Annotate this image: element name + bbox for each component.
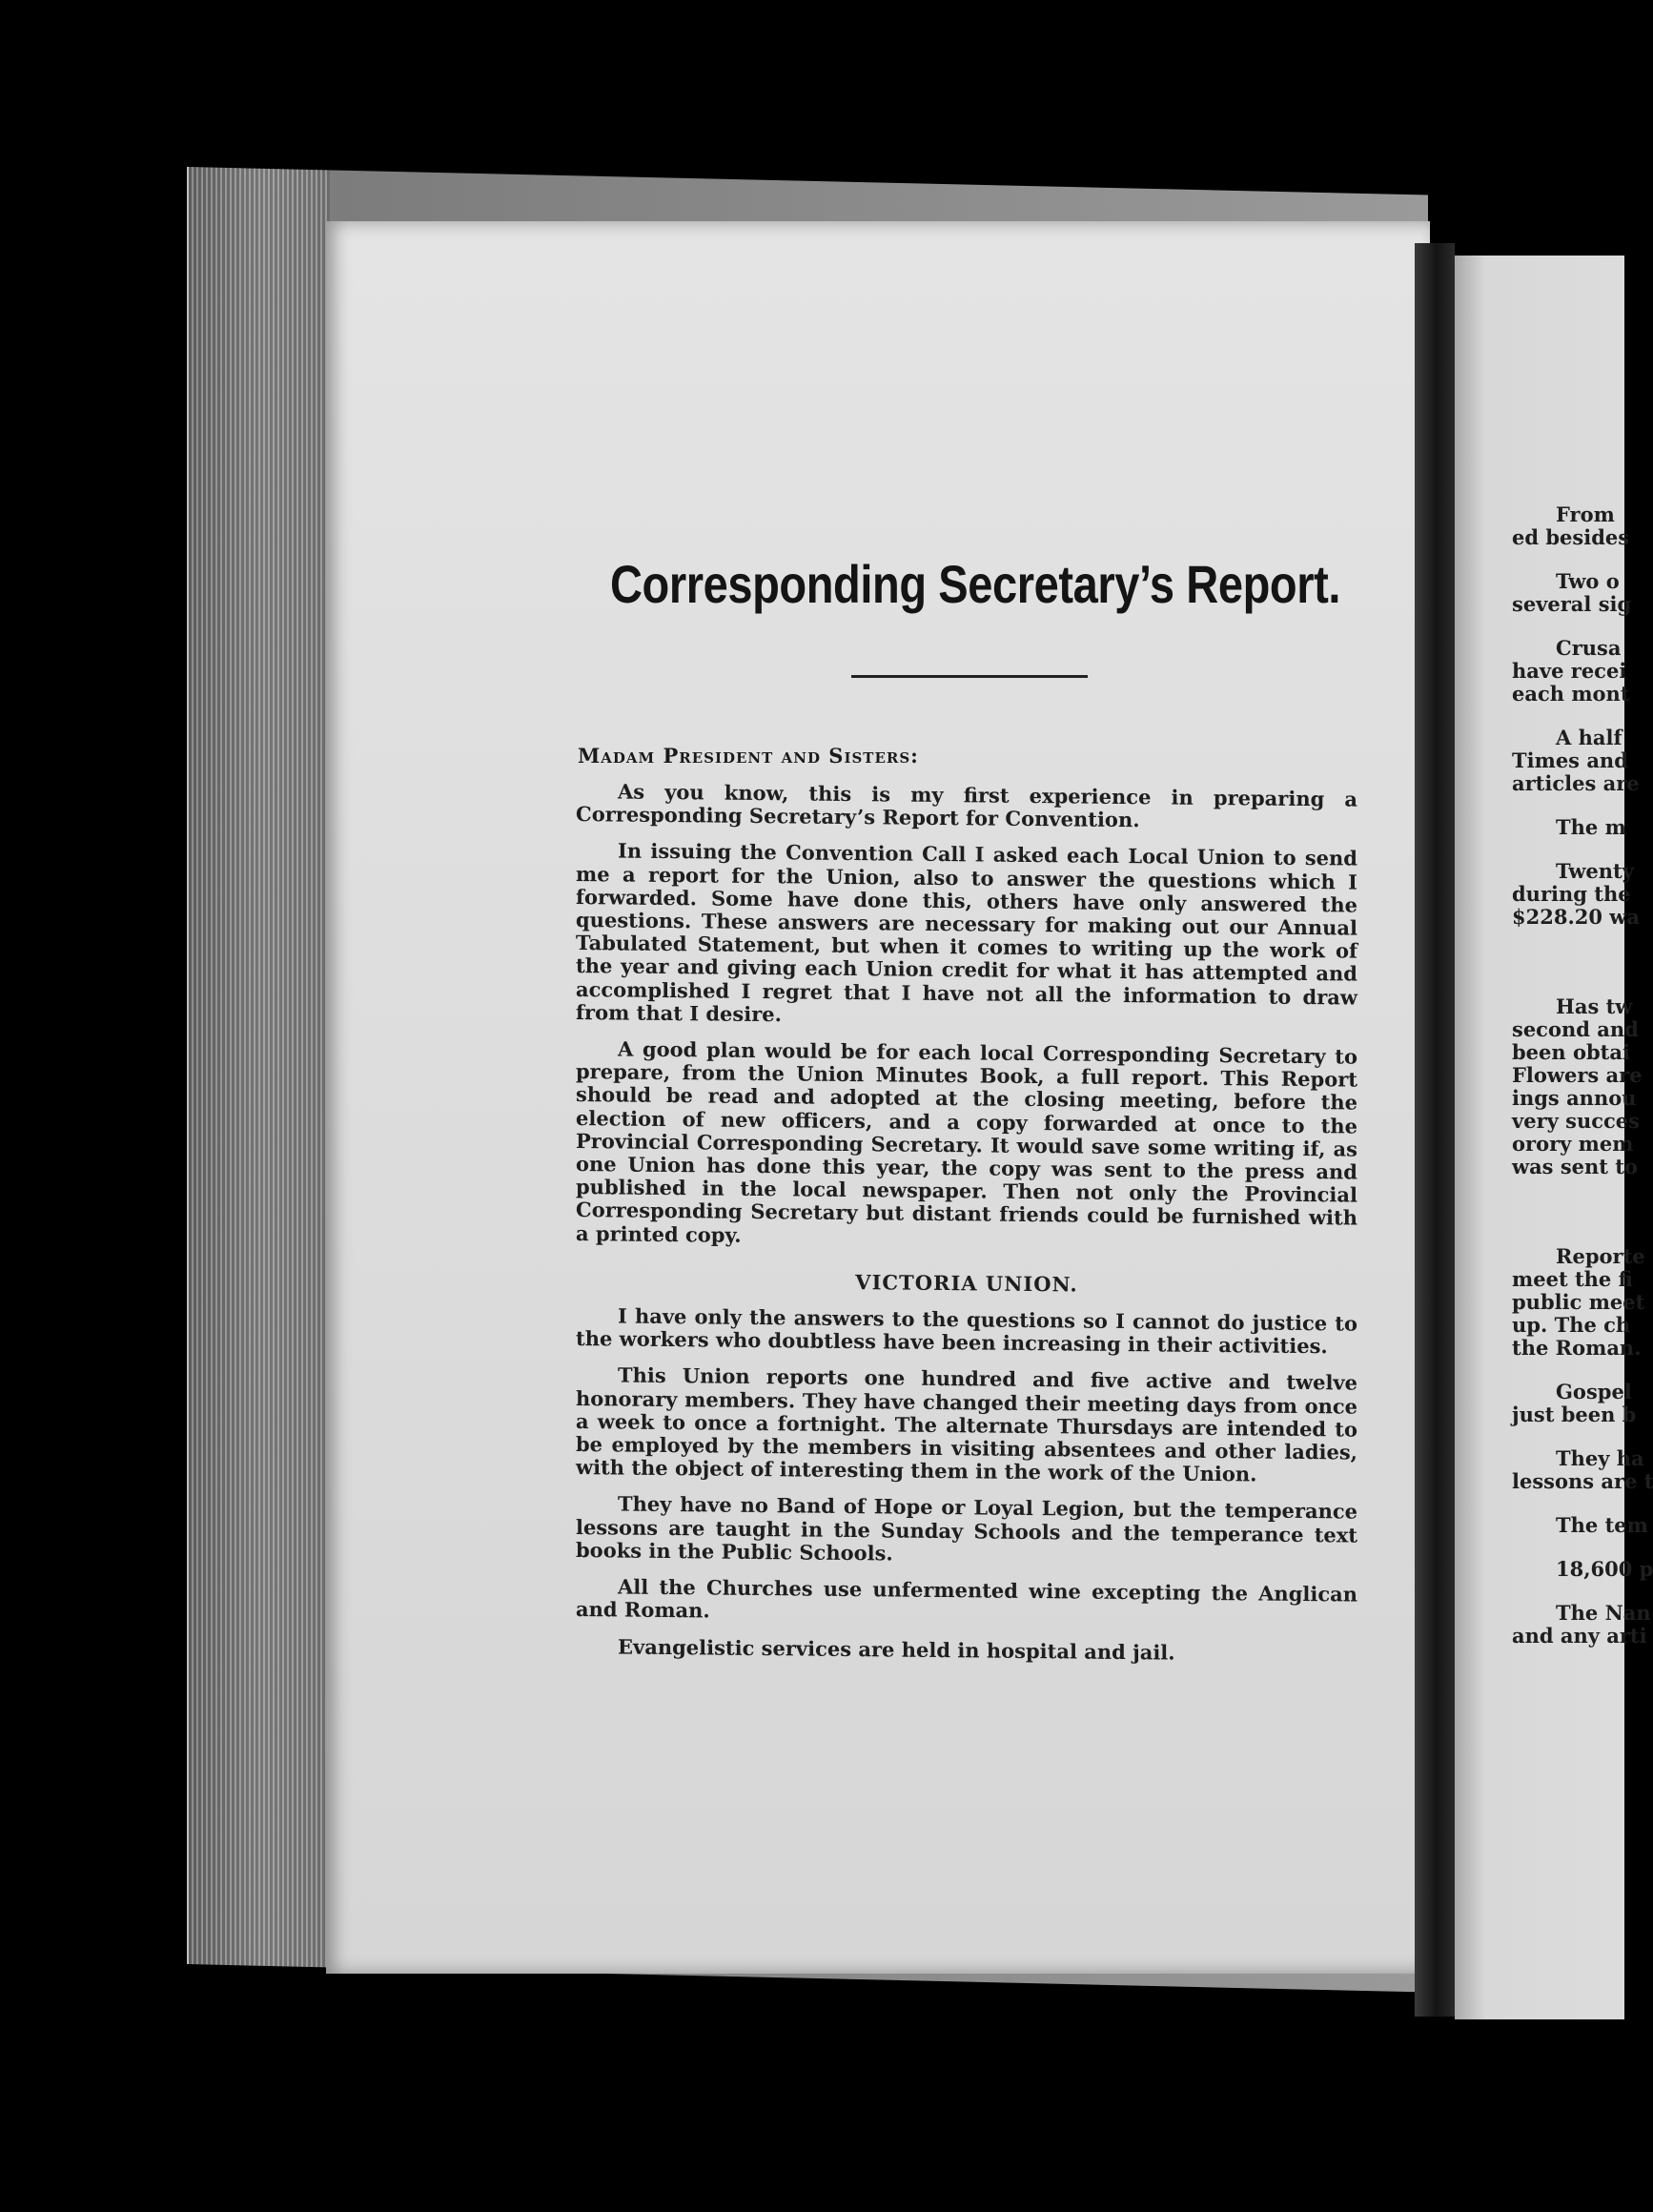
fragment-line: public meet (1512, 1290, 1645, 1314)
fragment-line: during the (1512, 882, 1631, 906)
fragment-line: very succes (1512, 1109, 1640, 1133)
fragment-line: ings annou (1512, 1086, 1637, 1110)
paragraph: I have only the answers to the questions so I cannot do justice to the workers who doubtless have been increasing in their activities. (576, 1303, 1357, 1359)
fragment-line: just been b (1512, 1403, 1637, 1426)
fragment-line: The m (1556, 815, 1626, 839)
fragment-line: A half (1556, 726, 1622, 749)
right-page-text (1512, 502, 1653, 1648)
section-heading: VICTORIA UNION. (855, 1269, 1078, 1297)
fragment-line: ed besides (1512, 525, 1630, 549)
paragraph: A good plan would be for each local Corresponding Secretary to prepare, from the Union Minutes Book, a full report. This Report should be read and adopted at the closing meeting, before the election of new officers, and a copy forwarded at once to the Provincial Corresponding Secretary. It would save some writing if, as one Union has done this year, the copy was sent to the press and published in the local newspaper. Then not only the Provincial Corresponding Secretary but distant friends could be furnished with a printed copy. (576, 1036, 1357, 1247)
fragment-line: Flowers are (1512, 1063, 1643, 1087)
fragment-line: $228.20 wa (1512, 905, 1640, 929)
paragraph: This Union reports one hundred and five active and twelve honorary members. They have changed their meeting days from once a week to once a fortnight. The alternate Thursdays are intended to be employed by the members in visiting absentees and other ladies, with the object of interesting them in the work of the Union. (576, 1362, 1357, 1486)
paragraph: All the Churches use unfermented wine excepting the Anglican and Roman. (576, 1574, 1357, 1623)
salutation: Madam President and Sisters: (578, 744, 919, 768)
paragraph: Evangelistic services are held in hospital and jail. (618, 1633, 1175, 1665)
fragment-line: each mont (1512, 682, 1630, 706)
fragment-line: up. The ch (1512, 1313, 1631, 1337)
report-body (576, 780, 1357, 1679)
title-divider (851, 675, 1088, 678)
fragment-line: Reporte (1556, 1244, 1645, 1268)
fragment-line: have recei (1512, 659, 1627, 683)
fragment-line: Has tw (1556, 994, 1633, 1018)
fragment-line: been obtai (1512, 1040, 1630, 1064)
fragment-line: Two o (1556, 569, 1620, 593)
fragment-line: the Roman. (1512, 1336, 1642, 1360)
fragment-line: second and (1512, 1017, 1639, 1041)
fragment-line: Times and (1512, 748, 1628, 772)
fragment-line: was sent to (1512, 1155, 1638, 1178)
fragment-line: 18,600 p (1556, 1557, 1653, 1581)
fragment-line: The tem (1556, 1513, 1648, 1537)
fragment-line: Gospel (1556, 1380, 1632, 1403)
fragment-line: lessons are t (1512, 1469, 1653, 1493)
fragment-line: Twenty (1556, 859, 1634, 883)
fragment-line: orory mem (1512, 1132, 1634, 1156)
paragraph: As you know, this is my first experience in preparing a Corresponding Secretary’s Report for Convention. (576, 779, 1357, 832)
book-gutter (1415, 243, 1455, 2017)
fragment-line: articles are (1512, 771, 1640, 795)
fragment-line: From (1556, 502, 1615, 526)
page-edge-lines (187, 167, 330, 1967)
fragment-line: Crusa (1556, 636, 1622, 660)
report-title: Corresponding Secretary’s Report. (610, 554, 1340, 614)
paragraph: They have no Band of Hope or Loyal Legion, but the temperance lessons are taught in the Sunday Schools and the temperance text books in the Public Schools. (576, 1491, 1357, 1566)
fragment-line: and any arti (1512, 1624, 1647, 1648)
paragraph: In issuing the Convention Call I asked each Local Union to send me a report for the Union, also to answer the questions which I forwarded. Some have done this, others have only answered the questions. These answers are necessary for making out our Annual Tabulated Statement, but when it comes to writing up the work of the year and giving each Union credit for what it has attempted and accomplished I regret that I have not all the information to draw from that I desire. (576, 838, 1357, 1027)
fragment-line: meet the fi (1512, 1267, 1633, 1291)
fragment-line: They ha (1556, 1446, 1644, 1470)
fragment-line: several sig (1512, 592, 1632, 616)
fragment-line: The Nan (1556, 1601, 1651, 1625)
